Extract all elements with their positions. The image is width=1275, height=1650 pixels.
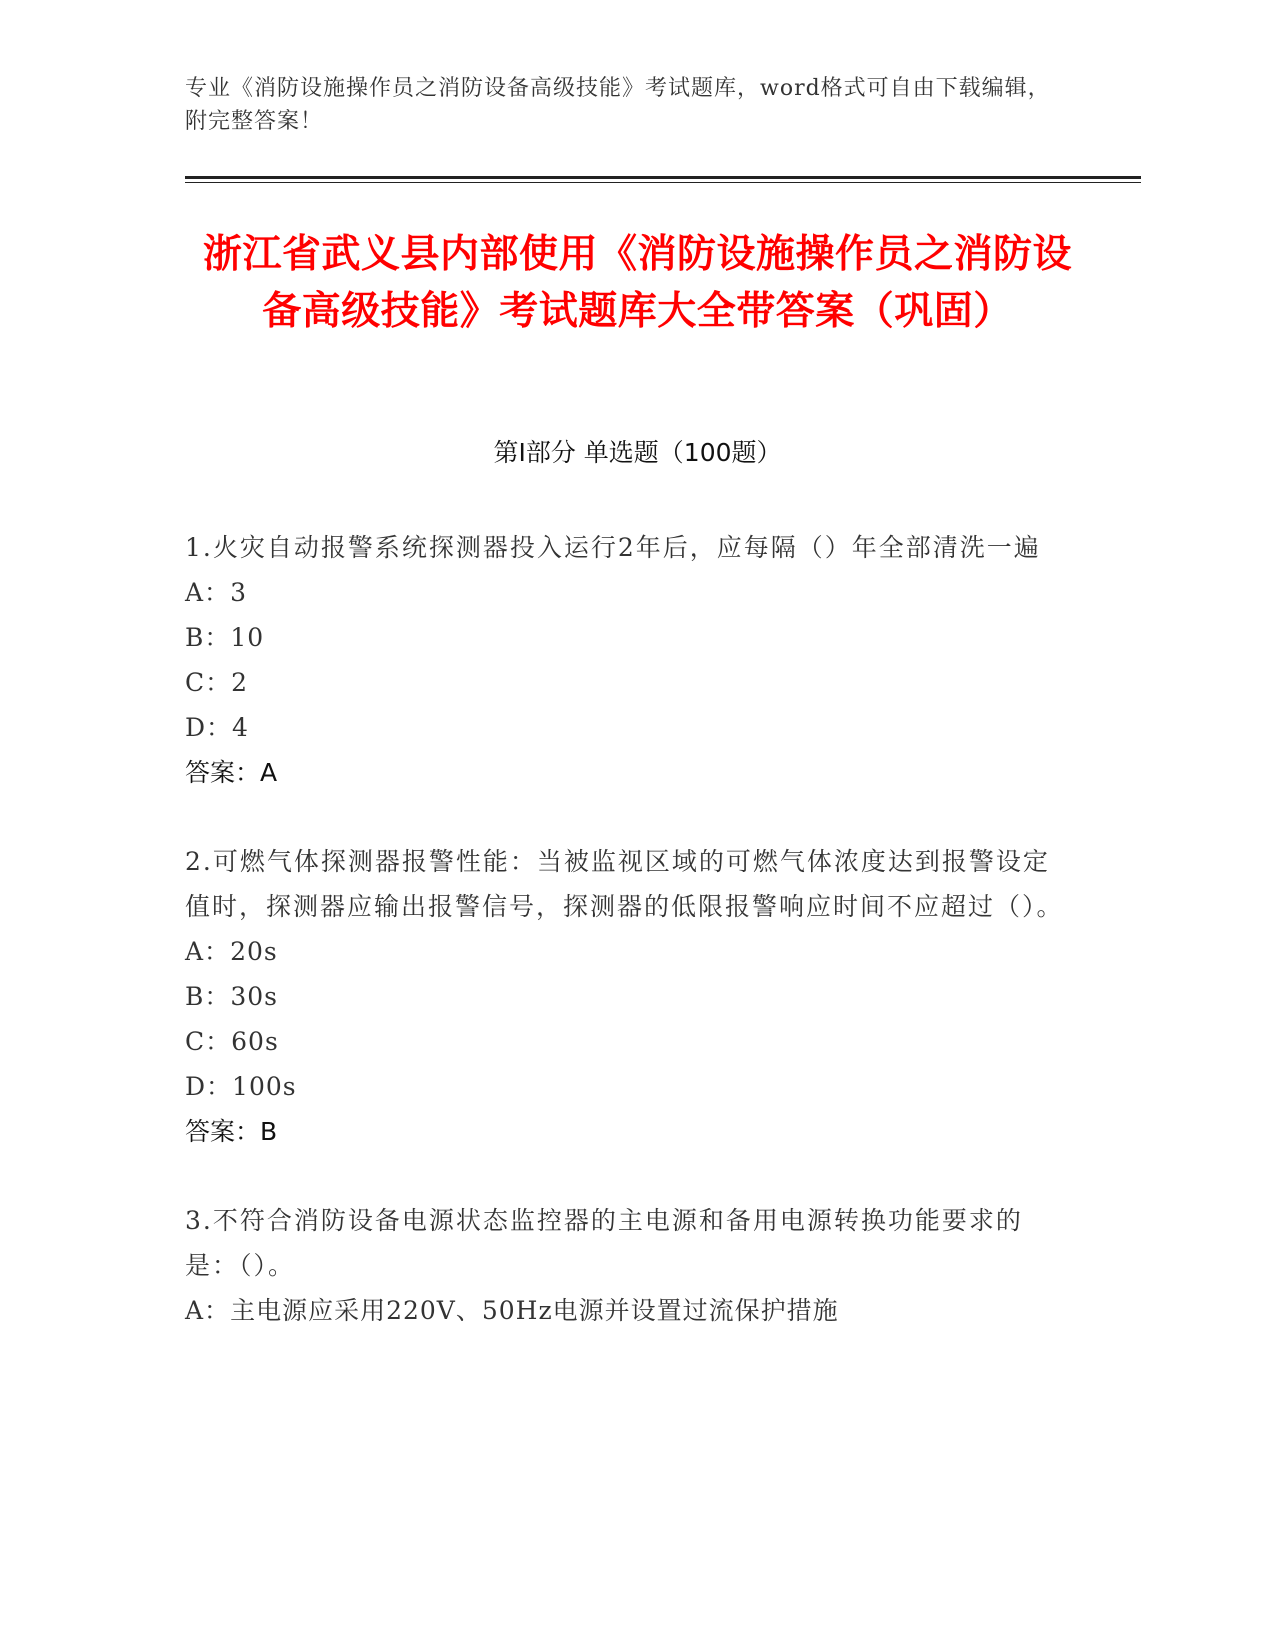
section-title: 第I部分 单选题（100题） (493, 438, 782, 467)
option-label: A： (185, 937, 231, 966)
option-text: 3 (230, 578, 247, 607)
option-d (185, 1064, 1065, 1109)
option-label: D： (185, 1072, 233, 1101)
option-a (185, 929, 1065, 974)
option-label: A： (185, 1296, 231, 1325)
option-label: D： (185, 713, 233, 742)
option-label: B： (185, 623, 231, 652)
option-c (185, 1019, 1065, 1064)
option-label: C： (185, 668, 232, 697)
answer: 答案：B (185, 1117, 278, 1146)
answer: 答案：A (185, 758, 278, 787)
option-c (185, 660, 1065, 705)
question-stem: 2.可燃气体探测器报警性能：当被监视区域的可燃气体浓度达到报警设定值时，探测器应输出报警信号，探测器的低限报警响应时间不应超过（）。 (185, 847, 1064, 921)
header-note: 专业《消防设施操作员之消防设备高级技能》考试题库，word格式可自由下载编辑，附完整答案！ (185, 76, 1051, 134)
option-b (185, 615, 1065, 660)
option-text: 30s (230, 982, 279, 1011)
option-text: 100s (232, 1072, 297, 1101)
option-label: C： (185, 1027, 232, 1056)
option-label: A： (185, 578, 231, 607)
question-stem: 3.不符合消防设备电源状态监控器的主电源和备用电源转换功能要求的是：（）。 (185, 1206, 1023, 1280)
option-text: 10 (230, 623, 265, 652)
question-1 (185, 525, 1065, 795)
option-text: 主电源应采用220V、50Hz电源并设置过流保护措施 (230, 1296, 839, 1325)
option-text: 60s (231, 1027, 279, 1056)
option-d (185, 705, 1065, 750)
option-text: 2 (231, 668, 249, 697)
question-list (185, 525, 1065, 1377)
document-title: 浙江省武义县内部使用《消防设施操作员之消防设备高级技能》考试题库大全带答案（巩固） (202, 232, 1072, 334)
question-2 (185, 839, 1065, 1154)
question-stem: 1.火灾自动报警系统探测器投入运行2年后，应每隔（）年全部清洗一遍 (185, 533, 1041, 562)
header-divider-thin (185, 182, 1141, 183)
question-3 (185, 1198, 1065, 1333)
option-text: 20s (230, 937, 278, 966)
option-a (185, 570, 1065, 615)
option-a (185, 1288, 1065, 1333)
header-divider-thick (185, 176, 1141, 179)
option-label: B： (185, 982, 231, 1011)
option-text: 4 (232, 713, 249, 742)
option-b (185, 974, 1065, 1019)
